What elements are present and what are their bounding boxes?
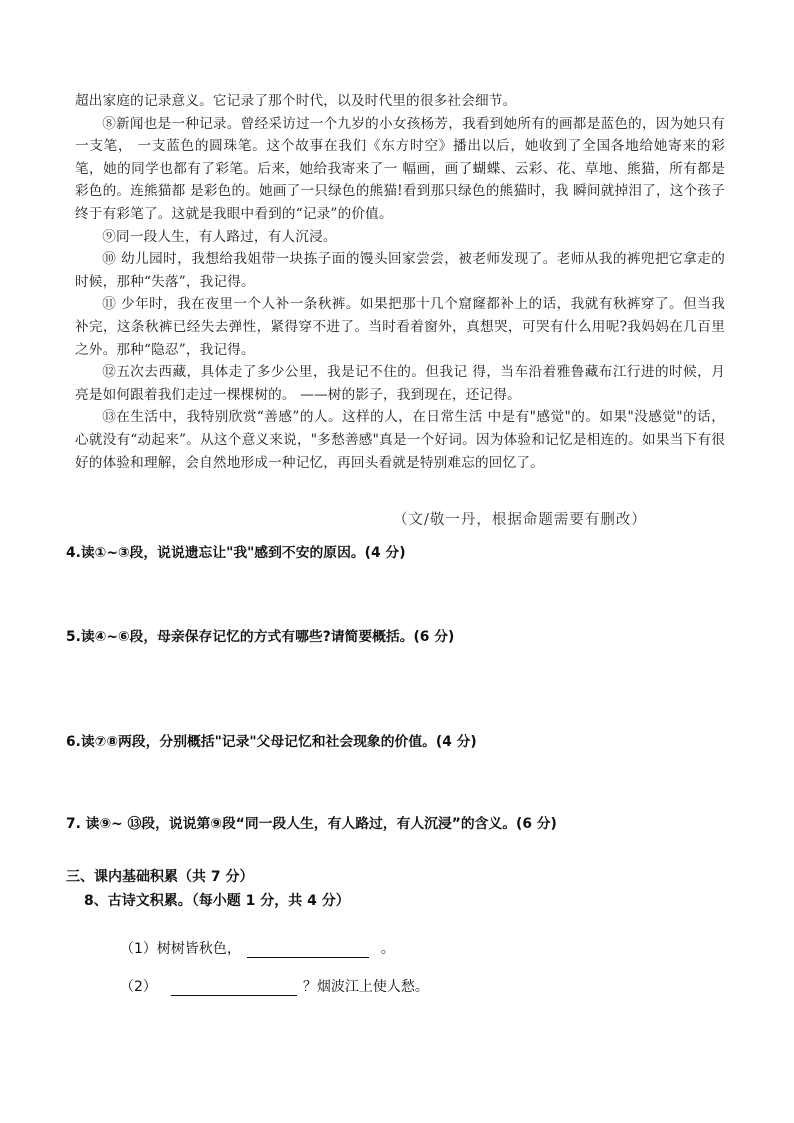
paragraph-9: ⑨同一段人生，有人路过，有人沉浸。 (102, 228, 337, 245)
question-7: 7. 读⑨~ ⑬段，说说第⑨段“同一段人生，有人路过，有人沉浸”的含义。(6 分) (66, 816, 557, 832)
paragraph-8: ⑧新闻也是一种记录。曾经采访过一个九岁的小女孩杨芳，我看到她所有的画都是蓝色的，因为她只有一支笔， 一支蓝色的圆珠笔。这个故事在我们《东方时空》播出以后，她收到了全国各地给她寄来的彩笔，她的同学也都有了彩笔。后来，她给我寄来了一 幅画，画了蝴蝶、云彩、花、草地、熊猫，所有都是彩色的。连熊猫都 是彩色的。她画了一只绿色的熊猫!看到那只绿色的熊猫时，我 瞬间就掉泪了，这个孩子终于有彩笔了。这就是我眼中看到的“记录”的价值。 (75, 115, 725, 222)
question-6: 6.读⑦⑧两段，分别概括"记录"父母记忆和社会现象的价值。(4 分) (66, 734, 477, 750)
paragraph-10: ⑩ 幼儿园时，我想给我姐带一块拣子面的馒头回家尝尝，被老师发现了。老师从我的裤兜把它拿走的时候，那种“失落”，我记得。 (75, 251, 725, 290)
paragraph-11: ⑪ 少年时，我在夜里一个人补一条秋裤。如果把那十几个窟窿都补上的话，我就有秋裤穿了。但当我补完，这条秋裤已经失去弹性，紧得穿不进了。当时看着窗外，真想哭，可哭有什么用呢?我妈妈在几百里之外。那种“隐忍”，我记得。 (75, 296, 725, 358)
question-4: 4.读①~③段，说说遗忘让"我"感到不安的原因。(4 分) (66, 545, 406, 561)
answer-blank-2[interactable] (171, 980, 297, 996)
paragraph-continuation: 超出家庭的记录意义。它记录了那个时代，以及时代里的很多社会细节。 (75, 93, 517, 109)
section-3-title: 三、课内基础积累（共 7 分） (66, 869, 254, 885)
paragraph-13: ⑬在生活中，我特别欣赏“善感”的人。这样的人，在日常生活 中是有"感觉"的。如果"没感觉"的话，心就没有“动起来”。从这个意义来说，"多愁善感"真是一个好词。因为体验和记忆是相连的。如果当下有很好的体验和理解，会自然地形成一种记忆，再回头看就是特别难忘的回忆了。 (75, 409, 725, 471)
poem-item-2-suffix: ？烟波江上使人愁。 (302, 979, 429, 995)
paragraph-12: ⑫五次去西藏，具体走了多少公里，我是记不住的。但我记 得，当车沿着雅鲁藏布江行进的时候，月亮是如何跟着我们走过一棵棵树的。 ——树的影子，我到现在，还记得。 (75, 364, 725, 403)
poem-item-2 (120, 976, 429, 996)
poem-item-2-prefix: （2） (120, 979, 157, 995)
poem-item-1-prefix: （1）树树皆秋色， (120, 941, 241, 957)
reading-passage (75, 90, 725, 474)
author-credit: （文/敬一丹，根据命题需要有删改） (393, 512, 647, 528)
poem-item-1 (120, 938, 395, 958)
poem-item-1-suffix: 。 (380, 941, 395, 957)
question-8-title: 8、古诗文积累。（每小题 1 分，共 4 分） (84, 893, 350, 909)
answer-blank-1[interactable] (247, 942, 369, 958)
question-5: 5.读④~⑥段，母亲保存记忆的方式有哪些?请简要概括。(6 分) (66, 629, 455, 645)
